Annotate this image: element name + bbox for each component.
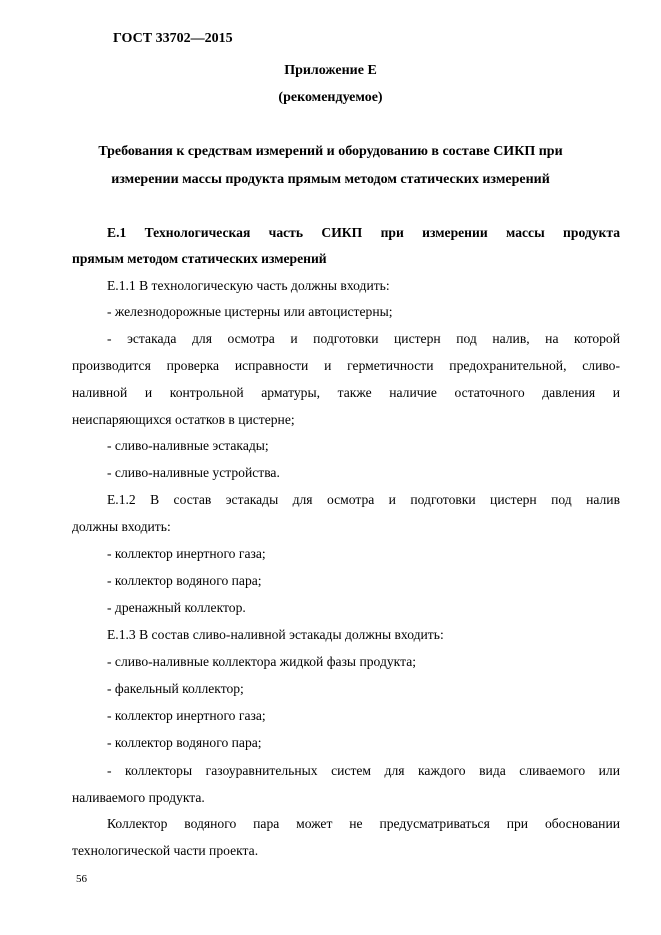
paragraph-line: неиспаряющихся остатков в цистерне;	[72, 412, 295, 427]
standard-header: ГОСТ 33702—2015	[113, 31, 233, 46]
list-item: - коллектор инертного газа;	[107, 708, 266, 723]
paragraph-line: наливной и контрольной арматуры, также наличие остаточного давления и	[72, 385, 620, 400]
list-item: - коллектор инертного газа;	[107, 546, 266, 561]
list-item: - коллектор водяного пара;	[107, 573, 262, 588]
list-item: - коллектор водяного пара;	[107, 735, 262, 750]
paragraph-line: производится проверка исправности и герметичности предохранительной, сливо-	[72, 358, 620, 373]
paragraph-e11: Е.1.1 В технологическую часть должны входить:	[107, 278, 390, 293]
paragraph-line: Коллектор водяного пара может не предусматриваться при обосновании	[107, 816, 620, 831]
list-item: - сливо-наливные эстакады;	[107, 438, 269, 453]
appendix-title: Приложение Е	[284, 63, 377, 78]
paragraph-line: технологической части проекта.	[72, 843, 259, 858]
appendix-status: (рекомендуемое)	[278, 90, 383, 105]
section-heading-line2: прямым методом статических измерений	[72, 251, 327, 266]
list-item: - сливо-наливные устройства.	[107, 465, 280, 480]
list-item-line2: наливаемого продукта.	[72, 790, 205, 805]
page-number: 56	[76, 873, 87, 885]
list-item-line1: - коллекторы газоуравнительных систем для каждого вида сливаемого или	[107, 763, 620, 778]
list-item: - факельный коллектор;	[107, 681, 244, 696]
paragraph-line: - эстакада для осмотра и подготовки цистерн под налив, на которой	[107, 331, 620, 346]
list-item: - сливо-наливные коллектора жидкой фазы продукта;	[107, 654, 416, 669]
appendix-heading-line1: Требования к средствам измерений и оборудованию в составе СИКП при	[98, 144, 563, 159]
paragraph-e12-line2: должны входить:	[72, 519, 171, 534]
list-item: - железнодорожные цистерны или автоцистерны;	[107, 304, 393, 319]
section-heading-line1: Е.1 Технологическая часть СИКП при измерении массы продукта	[107, 225, 620, 240]
paragraph-e13: Е.1.3 В состав сливо-наливной эстакады должны входить:	[107, 627, 444, 642]
paragraph-e12-line1: Е.1.2 В состав эстакады для осмотра и подготовки цистерн под налив	[107, 492, 620, 507]
list-item: - дренажный коллектор.	[107, 600, 246, 615]
appendix-heading-line2: измерении массы продукта прямым методом статических измерений	[111, 172, 550, 187]
